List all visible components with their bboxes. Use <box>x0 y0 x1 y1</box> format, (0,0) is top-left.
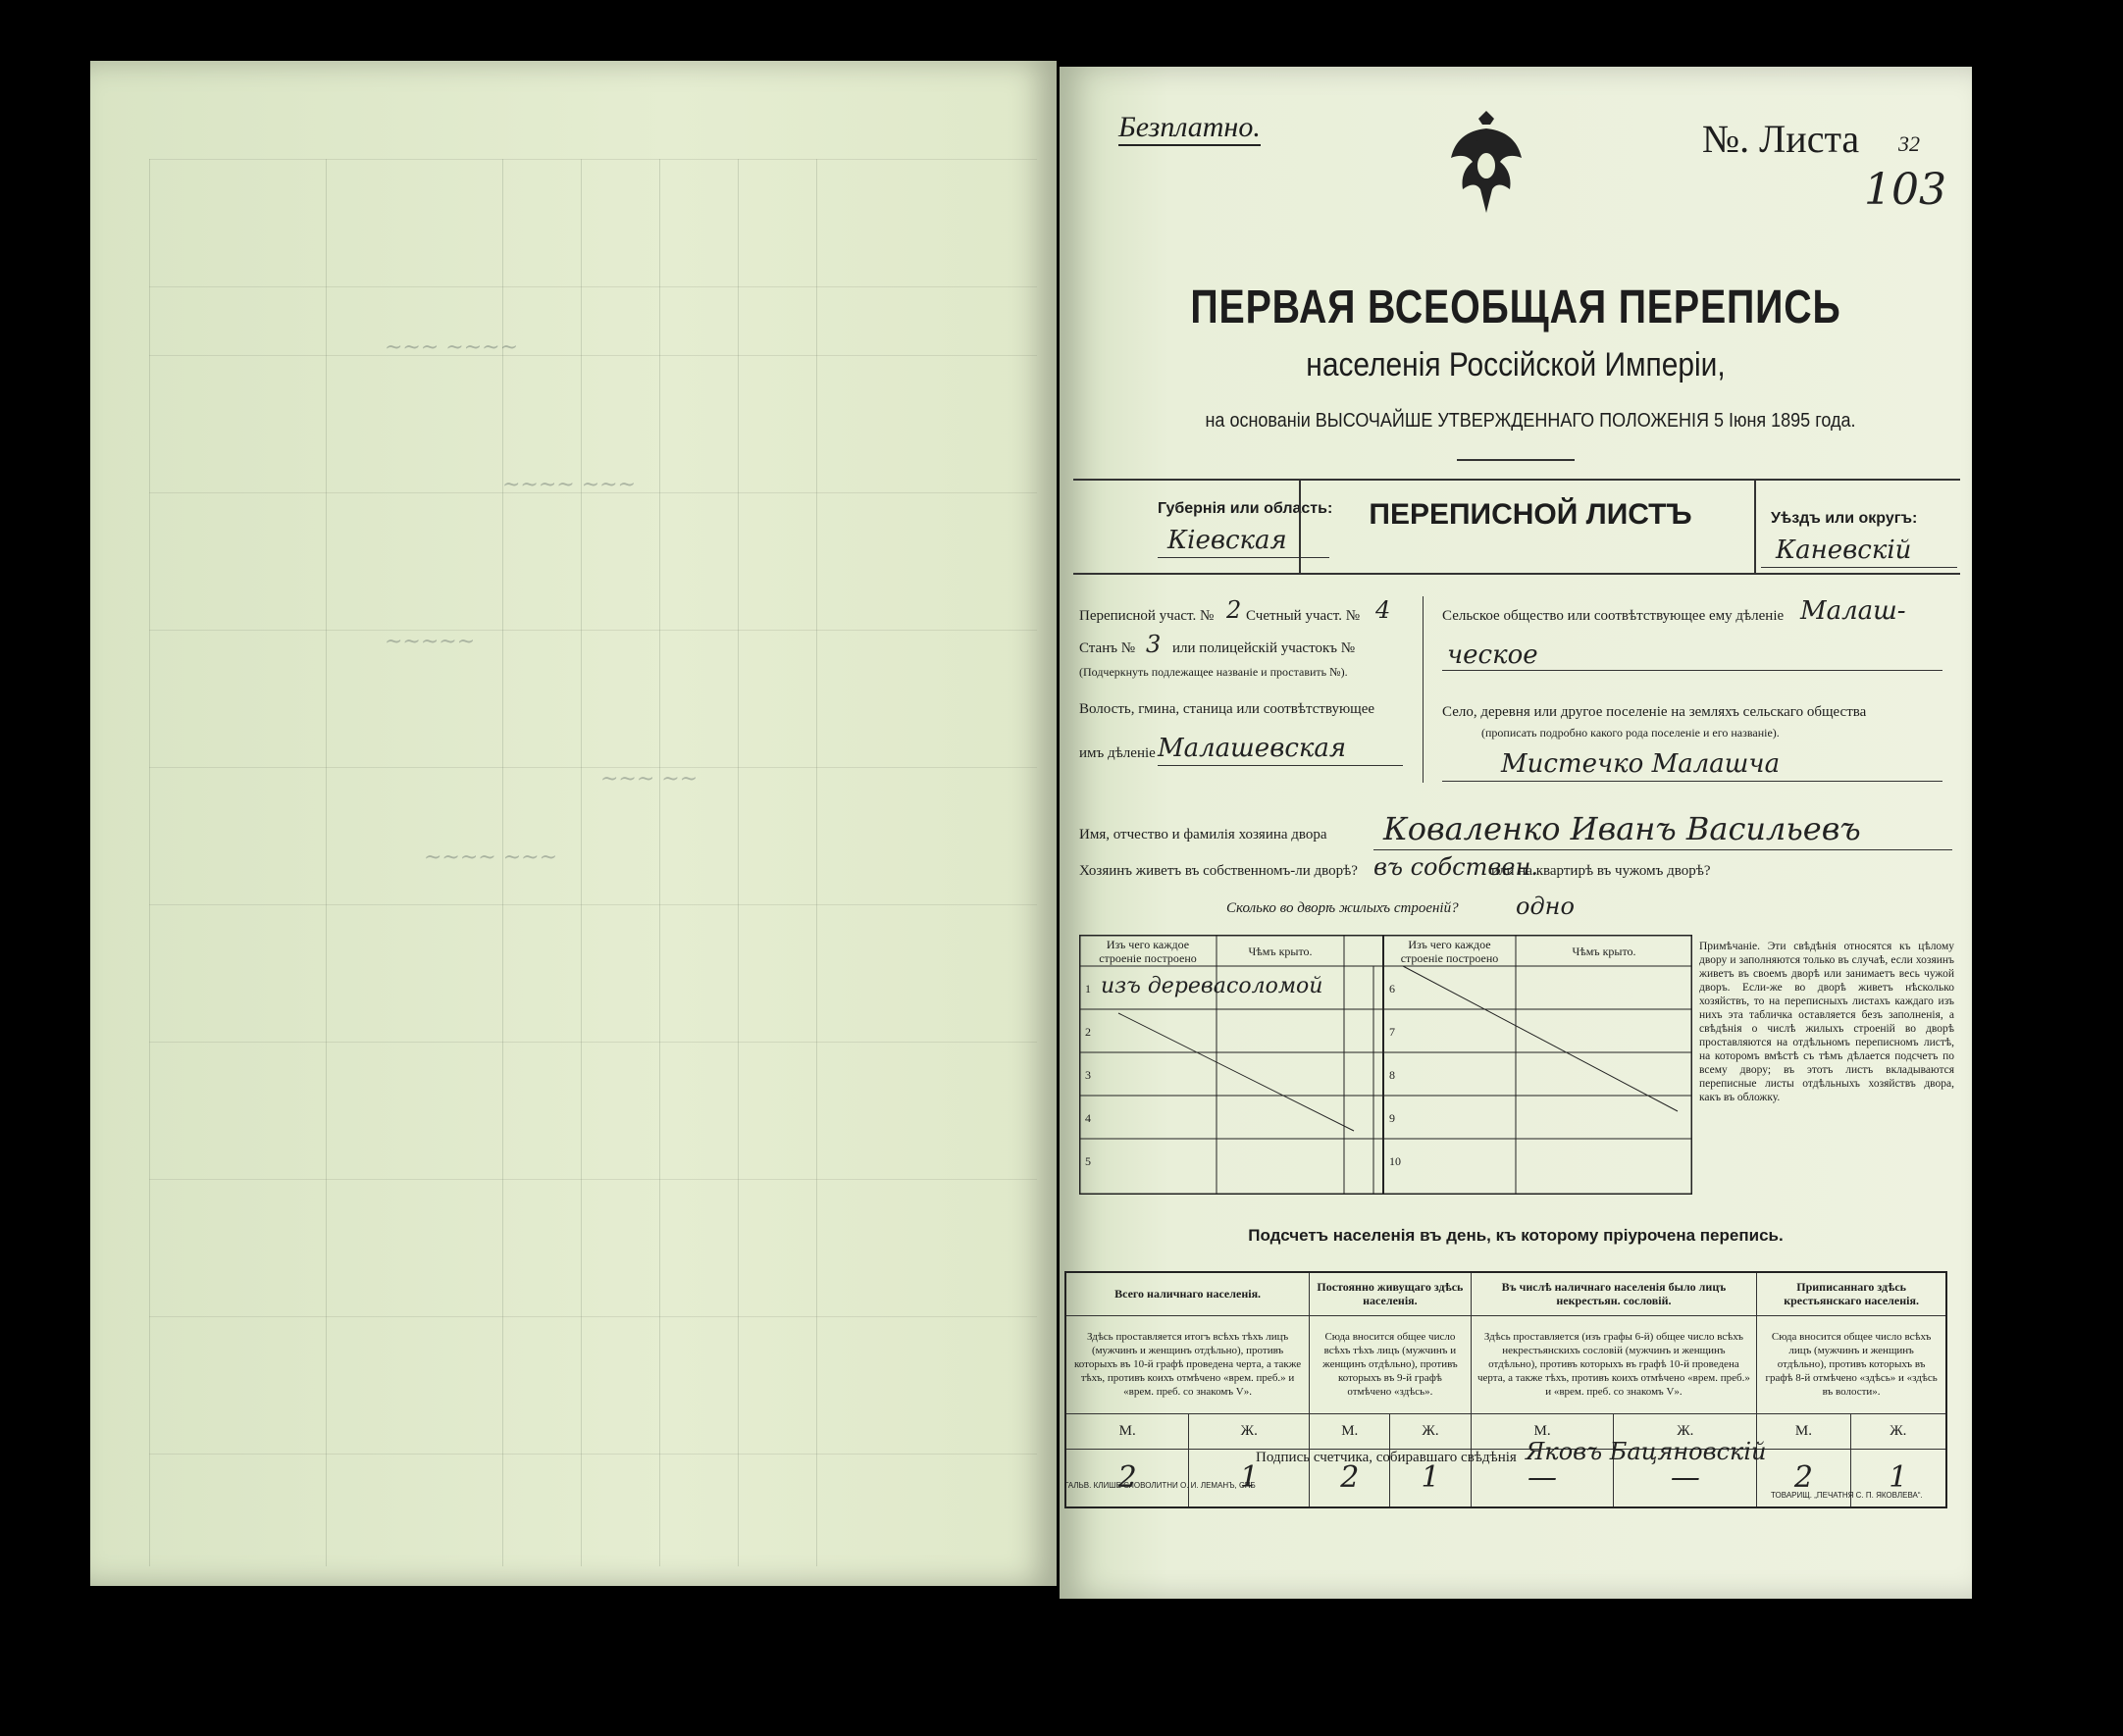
ghost-row-line <box>149 355 1037 356</box>
uezd-value: Каневскій <box>1776 536 1912 565</box>
uezd-label: Уѣздъ или округъ: <box>1771 510 1918 527</box>
sheet-number-stamp: 32 <box>1898 131 1920 156</box>
volost-label-2: имъ дѣленіе <box>1079 745 1156 761</box>
buildings-note: Примѣчаніе. Эти свѣдѣнія относятся къ цѣлому двору и заполняются только въ случаѣ, если хозяинъ живетъ въ своемъ дворѣ или занимаетъ весь чужой дворъ. Если-же во дворѣ живетъ нѣсколько хозяйствъ, то на переписныхъ листахъ каждаго изъ нихъ эта табличка оставляется безъ заполненія, а свѣдѣнія о числѣ жилыхъ строеній во дворѣ проставляются на отдѣльномъ переписномъ листѣ, на которомъ вмѣстѣ съ тѣмъ дѣлается подсчетъ по всему двору; въ этотъ листъ вкладываются переписные листы отдѣльныхъ хозяйствъ двора, какъ въ обложку. <box>1699 941 1954 1103</box>
stan-label: Станъ № <box>1079 640 1136 656</box>
ghost-row-line <box>149 1042 1037 1043</box>
row-number: 9 <box>1389 1111 1395 1125</box>
female-header: Ж. <box>1390 1413 1471 1449</box>
buildings-table <box>1079 935 1692 1195</box>
free-label: Безплатно. <box>1118 111 1261 146</box>
rule <box>1423 596 1424 783</box>
female-count: — <box>1614 1449 1757 1507</box>
female-header: Ж. <box>1850 1413 1946 1449</box>
legal-basis: на основаніи ВЫСОЧАЙШЕ УТВЕРЖДЕННАГО ПОЛОЖЕНІЯ 5 Іюня 1895 года. <box>1205 410 1856 432</box>
ghost-row-line <box>149 1316 1037 1317</box>
ghost-column-line <box>581 159 582 1566</box>
society-value-1: Малаш- <box>1800 596 1906 626</box>
double-eagle-emblem <box>1447 111 1526 219</box>
col-material-header: Изъ чего каждое строеніе построено <box>1099 938 1197 965</box>
buildings-value: одно <box>1516 893 1575 920</box>
male-count: 2 <box>1310 1449 1390 1507</box>
ghost-column-line <box>659 159 660 1566</box>
rule <box>1373 849 1952 850</box>
col-roof-header: Чѣмъ крыто. <box>1248 945 1313 958</box>
village-note: (прописать подробно какого рода поселеніе и его названіе). <box>1481 726 1780 740</box>
male-count: — <box>1471 1449 1614 1507</box>
male-header: М. <box>1757 1413 1850 1449</box>
footer-right: ТОВАРИЩ. „ПЕЧАТНЯ С. П. ЯКОВЛЕВА“. <box>1771 1491 1923 1500</box>
row-number: 5 <box>1085 1154 1091 1168</box>
ghost-row-line <box>149 159 1037 160</box>
ghost-row-line <box>149 1454 1037 1455</box>
schetny-value: 4 <box>1375 596 1391 624</box>
owner-value: Коваленко Иванъ Васильевъ <box>1383 810 1861 847</box>
male-count: 2 <box>1757 1449 1850 1507</box>
village-value: Мистечко Малашча <box>1501 749 1781 779</box>
male-header: М. <box>1310 1413 1390 1449</box>
rule <box>1442 670 1942 671</box>
rule <box>1754 479 1756 573</box>
female-count: 1 <box>1850 1449 1946 1507</box>
rule <box>1158 557 1329 558</box>
female-header: Ж. <box>1189 1413 1310 1449</box>
footer-left: ГАЛЬВ. КЛИШЕ СЛОВОЛИТНИ О. И. ЛЕМАНЪ, СПБ <box>1064 1481 1256 1490</box>
signature-value: Яковъ Бацяновскій <box>1526 1438 1767 1465</box>
rule <box>1158 765 1403 766</box>
census-title: ПЕРВАЯ ВСЕОБЩАЯ ПЕРЕПИСЬ <box>1190 281 1841 333</box>
row-number: 3 <box>1085 1068 1091 1082</box>
uchastok-value: 2 <box>1226 596 1242 624</box>
female-count: 1 <box>1189 1449 1310 1507</box>
schetny-label: Счетный участ. № <box>1246 608 1361 624</box>
row-number: 8 <box>1389 1068 1395 1082</box>
uchastok-label: Переписной участ. № <box>1079 608 1215 624</box>
village-label: Село, деревня или другое поселеніе на земляхъ сельскаго общества <box>1442 704 1867 720</box>
ghost-row-line <box>149 767 1037 768</box>
census-subtitle: населенія Россійской Имперіи, <box>1306 346 1726 383</box>
row1-material: изъ дерева <box>1101 974 1226 998</box>
show-through-handwriting: ~~~~ ~~~ <box>502 473 637 497</box>
group-title: Въ числѣ наличнаго населенія было лицъ некрестьян. сословій. <box>1471 1272 1757 1315</box>
ghost-column-line <box>738 159 739 1566</box>
female-count: 1 <box>1390 1449 1471 1507</box>
stan-or-label: или полицейскій участокъ № <box>1172 640 1356 656</box>
form-title: ПЕРЕПИСНОЙ ЛИСТЪ <box>1369 498 1692 531</box>
left-page <box>90 61 1057 1586</box>
group-title: Всего наличнаго населенія. <box>1065 1272 1310 1315</box>
rule <box>1073 573 1960 575</box>
group-description: Здѣсь проставляется (изъ графы 6-й) общее число всѣхъ некрестьянскихъ сословій (мужчинъ и женщинъ отдѣльно), противъ которыхъ въ графѣ 10-й проведена черта, а также тѣхъ, противъ коихъ отмѣчено «врем. преб.» и «врем. преб. со знакомъ V». <box>1471 1315 1757 1413</box>
rule <box>1073 479 1960 481</box>
show-through-handwriting: ~~~~~ <box>385 630 476 654</box>
row-number: 2 <box>1085 1025 1091 1039</box>
row-number: 10 <box>1389 1154 1401 1168</box>
ornament-divider <box>1457 459 1575 461</box>
rule <box>1442 781 1942 782</box>
volost-label: Волость, гмина, станица или соотвѣтствующее <box>1079 701 1375 717</box>
male-header: М. <box>1471 1413 1614 1449</box>
buildings-label: Сколько во дворѣ жилыхъ строеній? <box>1226 900 1459 916</box>
row-number: 1 <box>1085 982 1091 996</box>
row-number: 7 <box>1389 1025 1395 1039</box>
volost-value: Малашевская <box>1158 734 1347 763</box>
population-title: Подсчетъ населенія въ день, къ которому пріурочена перепись. <box>1248 1226 1784 1245</box>
sheet-number-handwritten: 103 <box>1864 165 1946 215</box>
ghost-row-line <box>149 904 1037 905</box>
lives-label: Хозяинъ живетъ въ собственномъ-ли дворѣ? <box>1079 863 1358 879</box>
lives-value: въ собствен. <box>1373 853 1538 881</box>
population-table <box>1064 1271 1947 1508</box>
rule <box>1299 479 1301 573</box>
stan-note: (Подчеркнуть подлежащее названіе и проставить №). <box>1079 665 1348 679</box>
row-number: 6 <box>1389 982 1395 996</box>
society-value-2: ческое <box>1447 640 1538 670</box>
row-number: 4 <box>1085 1111 1091 1125</box>
male-header: М. <box>1065 1413 1189 1449</box>
female-header: Ж. <box>1614 1413 1757 1449</box>
male-count: 2 <box>1065 1449 1189 1507</box>
gubernia-label: Губернія или область: <box>1158 500 1333 517</box>
group-description: Сюда вносится общее число всѣхъ лицъ (мужчинъ и женщинъ отдѣльно), противъ которыхъ въ графѣ 8-й отмѣчено «здѣсь» и «здѣсь въ волости». <box>1757 1315 1946 1413</box>
ghost-column-line <box>326 159 327 1566</box>
col-material-header-2: Изъ чего каждое строеніе построено <box>1400 938 1499 965</box>
owner-label: Имя, отчество и фамилія хозяина двора <box>1079 827 1327 842</box>
group-title: Приписаннаго здѣсь крестьянскаго населенія. <box>1757 1272 1946 1315</box>
sheet-number-label: №. Листа <box>1702 117 1860 161</box>
ghost-row-line <box>149 1179 1037 1180</box>
group-description: Здѣсь проставляется итогъ всѣхъ тѣхъ лицъ (мужчинъ и женщинъ отдѣльно), противъ которыхъ въ 10-й графѣ проведена черта, а также тѣхъ, противъ коихъ отмѣчено «врем. преб.» и «врем. преб. со знакомъ V». <box>1065 1315 1310 1413</box>
ghost-row-line <box>149 630 1037 631</box>
society-label: Сельское общество или соотвѣтствующее ему дѣленіе <box>1442 608 1785 624</box>
show-through-handwriting: ~~~ ~~~~ <box>385 335 519 360</box>
ghost-row-line <box>149 286 1037 287</box>
ghost-column-line <box>816 159 817 1566</box>
stan-value: 3 <box>1146 631 1162 658</box>
group-description: Сюда вносится общее число всѣхъ тѣхъ лицъ (мужчинъ и женщинъ отдѣльно), противъ которыхъ въ 9-й графѣ отмѣчено «здѣсь». <box>1310 1315 1472 1413</box>
group-title: Постоянно живущаго здѣсь населенія. <box>1310 1272 1472 1315</box>
show-through-handwriting: ~~~ ~~ <box>600 767 699 791</box>
row1-roof: соломой <box>1226 974 1323 998</box>
census-sheet <box>1060 67 1972 1599</box>
show-through-handwriting: ~~~~ ~~~ <box>424 845 558 870</box>
col-roof-header-2: Чѣмъ крыто. <box>1572 945 1636 958</box>
ghost-column-line <box>149 159 150 1566</box>
lives-or-label: или на квартирѣ въ чужомъ дворѣ? <box>1491 863 1711 879</box>
signature-label: Подпись счетчика, собиравшаго свѣдѣнія <box>1256 1450 1517 1465</box>
gubernia-value: Кіевская <box>1167 526 1287 555</box>
rule <box>1761 567 1957 568</box>
